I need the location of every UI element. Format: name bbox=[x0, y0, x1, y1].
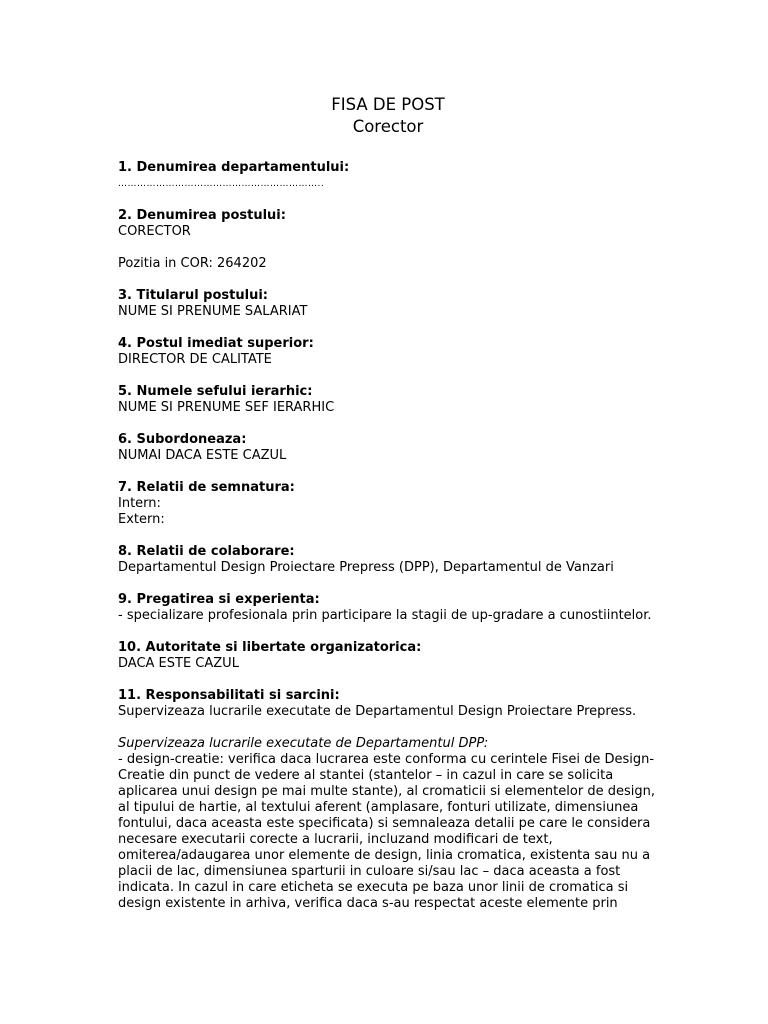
section-value: DIRECTOR DE CALITATE bbox=[118, 352, 272, 367]
section-heading: 4. Postul imediat superior: bbox=[118, 336, 314, 351]
paragraph-line: design existente in arhiva, verifica daca s-au respectat aceste elemente prin bbox=[118, 896, 618, 911]
section-heading: 7. Relatii de semnatura: bbox=[118, 480, 295, 495]
paragraph-line: Creatie din punct de vedere al stantei (stantelor – in cazul in care se solicita bbox=[118, 768, 614, 783]
paragraph-line: fontului, daca aceasta este specificata) si semnaleaza detalii pe care le considera bbox=[118, 816, 651, 831]
section-heading: 5. Numele sefului ierarhic: bbox=[118, 384, 313, 399]
section-value-extern: Extern: bbox=[118, 512, 165, 527]
section-value: NUMAI DACA ESTE CAZUL bbox=[118, 448, 287, 463]
section-3 bbox=[118, 288, 658, 320]
cor-position: Pozitia in COR: 264202 bbox=[118, 256, 267, 271]
paragraph-line: placii de lac, dimensiunea sparturii in culoare si/sau lac – daca aceasta a fost bbox=[118, 864, 621, 879]
section-value: CORECTOR bbox=[118, 224, 191, 239]
dotted-placeholder: ……………………………………………………….. bbox=[118, 179, 325, 189]
paragraph-line: aplicarea unui design pe mai multe stante), al cromaticii si elementelor de design, bbox=[118, 784, 655, 799]
section-dpp-supervision bbox=[118, 736, 658, 912]
paragraph-line: al tipului de hartie, al textului aferent (amplasare, fonturi utilizate, dimensiunea bbox=[118, 800, 639, 815]
section-value: Supervizeaza lucrarile executate de Departamentul Design Proiectare Prepress. bbox=[118, 704, 637, 719]
section-value-intern: Intern: bbox=[118, 496, 161, 511]
paragraph-line: necesare executarii corecte a lucrarii, incluzand modificari de text, bbox=[118, 832, 553, 847]
section-heading: 8. Relatii de colaborare: bbox=[118, 544, 295, 559]
section-value: NUME SI PRENUME SALARIAT bbox=[118, 304, 308, 319]
section-value: DACA ESTE CAZUL bbox=[118, 656, 239, 671]
section-9 bbox=[118, 592, 658, 624]
paragraph-line: indicata. In cazul in care eticheta se executa pe baza unor linii de cromatica si bbox=[118, 880, 629, 895]
paragraph-line: - design-creatie: verifica daca lucrarea este conforma cu cerintele Fisei de Design- bbox=[118, 752, 655, 767]
document-title: FISA DE POST bbox=[331, 95, 445, 114]
section-heading: 11. Responsabilitati si sarcini: bbox=[118, 688, 340, 703]
section-5 bbox=[118, 384, 658, 416]
section-8 bbox=[118, 544, 658, 576]
document-subtitle: Corector bbox=[352, 117, 424, 136]
section-1 bbox=[118, 160, 658, 192]
section-value: Departamentul Design Proiectare Prepress (DPP), Departamentul de Vanzari bbox=[118, 560, 614, 575]
section-value: - specializare profesionala prin participare la stagii de up-gradare a cunostiintelor. bbox=[118, 608, 652, 623]
title-block bbox=[118, 94, 658, 138]
section-cor bbox=[118, 256, 658, 272]
section-heading: 6. Subordoneaza: bbox=[118, 432, 247, 447]
section-4 bbox=[118, 336, 658, 368]
section-heading: 3. Titularul postului: bbox=[118, 288, 268, 303]
section-10 bbox=[118, 640, 658, 672]
section-heading: 9. Pregatirea si experienta: bbox=[118, 592, 320, 607]
section-heading: 1. Denumirea departamentului: bbox=[118, 160, 350, 175]
section-2 bbox=[118, 208, 658, 240]
section-value: NUME SI PRENUME SEF IERARHIC bbox=[118, 400, 335, 415]
paragraph-line: omiterea/adaugarea unor elemente de design, linia cromatica, existenta sau nu a bbox=[118, 848, 651, 863]
italic-subheading: Supervizeaza lucrarile executate de Departamentul DPP: bbox=[118, 736, 489, 751]
section-11 bbox=[118, 688, 658, 720]
section-6 bbox=[118, 432, 658, 464]
section-7 bbox=[118, 480, 658, 528]
section-heading: 10. Autoritate si libertate organizatorica: bbox=[118, 640, 422, 655]
section-heading: 2. Denumirea postului: bbox=[118, 208, 286, 223]
